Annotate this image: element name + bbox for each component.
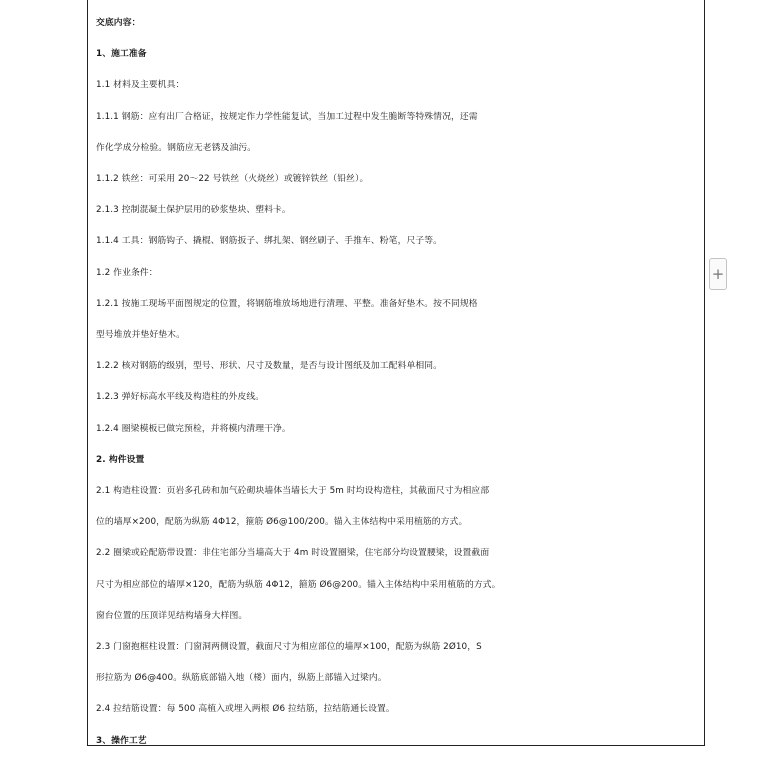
text-line: 1.2.2 核对钢筋的级别，型号、形状、尺寸及数量，是否与设计图纸及加工配料单相同。 [96, 361, 443, 372]
document-content [96, 8, 698, 746]
text-line: 作化学成分检验。钢筋应无老锈及油污。 [96, 142, 257, 153]
plus-icon: + [711, 265, 725, 283]
text-line: 形拉筋为 Ø6@400。纵筋底部锚入地（楼）面内，纵筋上部锚入过梁内。 [96, 673, 387, 684]
text-line: 2.1 构造柱设置：页岩多孔砖和加气砼砌块墙体当墙长大于 5m 时均设构造柱，其截面尺寸为相应部 [96, 486, 490, 497]
section-heading: 1、施工准备 [96, 49, 147, 60]
text-line: 1.2 作业条件： [96, 267, 158, 278]
text-line: 1.1.1 钢筋：应有出厂合格证，按规定作力学性能复试，当加工过程中发生脆断等特殊情况，还需 [96, 111, 478, 122]
text-line: 型号堆放并垫好垫木。 [96, 330, 185, 341]
section-heading: 2. 构件设置 [96, 454, 145, 465]
text-line: 2.1.3 控制混凝土保护层用的砂浆垫块、塑料卡。 [96, 205, 291, 216]
text-line: 2.2 圈梁或砼配筋带设置：非住宅部分当墙高大于 4m 时设置圈梁，住宅部分均设置腰梁，设置截面 [96, 548, 490, 559]
text-line: 1.1.4 工具：钢筋钩子、撬棍、钢筋扳子、绑扎架、钢丝刷子、手推车、粉笔，尺子等。 [96, 236, 443, 247]
text-line: 1.2.1 按施工现场平面图规定的位置，将钢筋堆放场地进行清理、平整。准备好垫木。按不同规格 [96, 298, 478, 309]
text-line: 1.2.4 圈梁模板已做完预检，并将模内清理干净。 [96, 423, 291, 434]
text-line: 窗台位置的压顶详见结构墙身大样图。 [96, 610, 248, 621]
add-row-button[interactable] [709, 258, 727, 290]
text-line: 位的墙厚×200，配筋为纵筋 4Φ12，箍筋 Ø6@100/200。锚入主体结构中采用植筋的方式。 [96, 517, 468, 528]
text-line: 尺寸为相应部位的墙厚×120，配筋为纵筋 4Φ12，箍筋 Ø6@200。锚入主体结构中采用植筋的方式。 [96, 579, 501, 590]
section-heading: 3、操作工艺 [96, 735, 147, 746]
text-line: 2.3 门窗抱框柱设置：门窗洞两侧设置，截面尺寸为相应部位的墙厚×100，配筋为纵筋 2Ø10，S [96, 642, 482, 653]
document-cell [87, 0, 705, 746]
text-line: 1.1 材料及主要机具： [96, 80, 185, 91]
text-line: 1.2.3 弹好标高水平线及构造柱的外皮线。 [96, 392, 265, 403]
text-line: 1.1.2 铁丝：可采用 20～22 号铁丝（火烧丝）或镀锌铁丝（铅丝）。 [96, 174, 369, 185]
text-line: 2.4 拉结筋设置：每 500 高植入或埋入两根 Ø6 拉结筋，拉结筋通长设置。 [96, 704, 395, 715]
section-heading: 交底内容： [96, 18, 141, 28]
